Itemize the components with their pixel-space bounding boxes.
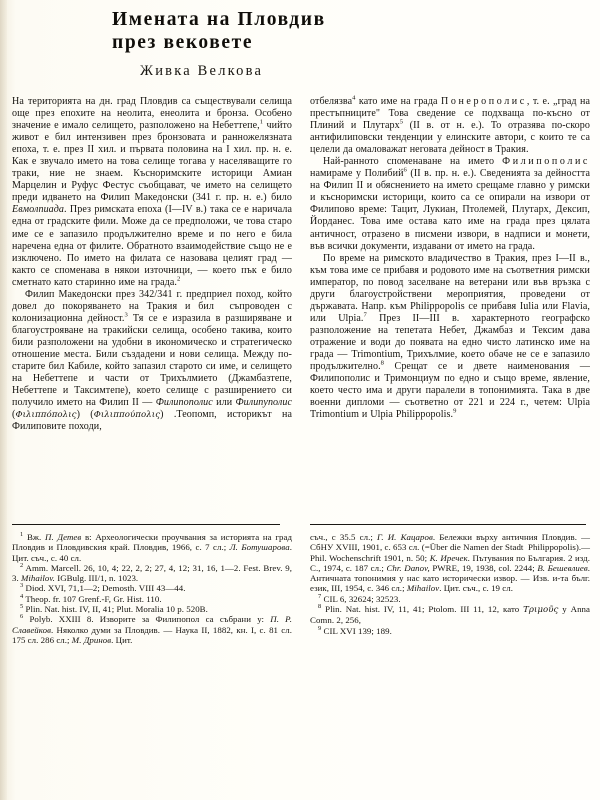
footnote-number: 1 (20, 531, 24, 539)
article-header (112, 8, 512, 80)
paragraph: Най-ранното споменаване на името Филипополис намираме у Полибий$^6$ (II в. пр. н. е.). Сведенията за дейността на Филип II и обяснението на името срещаме главно у римски и късноримски историци, които са се опирали на извори от Филипово време: Тацит, Лукиан, Птолемей, Плутарх, Дексип, Йорданес. Това име остава като име на града през цялата античност, отразено в писмени извори, в надписи и монети, във всички документи, издавани от името на града. (310, 156, 590, 252)
paragraph: На територията на дн. град Пловдив са съществували селища още през епохите на неолита, енеолита и бронза. Особено значение е имало селището, разположено на Небеттепе,$^1$ чийто живот е бил интензивен през бронзовата и ранножелязната епоха, т. е. през II хил. и първата половина на I хил. пр. н. е. Как е звучало името на това селище тогава у населяващите го траки, ние не знаем. Късноримските историци Амиан Марцелин и Руфус Фестус съобщават, че името на селището преди идването на Филип Македонски (341 г. пр. н. е.) било Евмолпиада. През римската епоха (I—IV в.) така се е наричала една от градските фили. Може да се предположи, че това старо име се е запазило продължително време и по него е била наречена една от филите. Обратното взаимодействие също не е изключено. По името на филата се назовава целият град — както се споменава в някои източници, — което пък е било сметнато като старинно име на града.$^2$ (12, 96, 292, 288)
footnote-number: 8 (318, 603, 322, 611)
page-title-line1: Имената на Пловдив (112, 9, 326, 30)
footnote-ref[interactable]: 6 (403, 166, 407, 174)
footnotes-section (12, 524, 590, 645)
paper-edge (0, 0, 7, 800)
footnote-ref[interactable]: 2 (177, 275, 181, 283)
right-column (310, 96, 590, 433)
footnote-number: 5 (20, 603, 24, 611)
footnote-ref[interactable]: 7 (363, 311, 367, 319)
footnote-ref[interactable]: 8 (380, 359, 385, 367)
footnote-number: 4 (20, 592, 24, 600)
footnote-item: $^6$ Polyb. XXIII 8. Изворите за Филипопол са събрани у: П. Р. Славейков. Няколко думи за Пловдив. — Наука II, 1882, кн. I, с. 81 сл. 175 сл. 286 сл.; М. Дринов. Цит. (12, 613, 292, 645)
footnote-item: $^3$ Diod. XVI, 71,1—2; Demosth. VIII 43—44. (20, 582, 186, 594)
footnotes-left-column (12, 524, 292, 645)
footnote-divider (12, 524, 280, 525)
footnote-item: $^7$ CIL 6, 32624; 32523. (318, 592, 401, 604)
footnotes-right-column (310, 524, 590, 645)
page-title (112, 8, 512, 54)
body-columns (12, 96, 590, 433)
footnote-item: $^1$ Вж. П. Детев в: Археологически проучвания за историята на град Пловдив и Пловдивския край. Пловдив, 1966, с. 7 сл.; Л. Ботушарова. Цит. съч., с. 40 сл. (12, 531, 292, 563)
paragraph: По време на римското владичество в Тракия, през I—II в., към това име се прибавя и родовото име на съответния римски император, по повод заселване на ветерани или във връзка с други благоустройствени мероприятия, проведени от държавата. Напр. към Philippopolis се прибавя Iulia или Flavia, или Ulpia.$^7$ През II—III в. характерното географско разположение на тепетата Небет, Джамбаз и Тексим дава отражение и води до появата на едно чисто латинско име на града — Trimontium, Трихълмие, което обаче не се е запазило продължително.$^8$ Срещат се и двете наименования — Филипополис и Тримонциум по едно и също време, явление, което често има и други паралели в топонимията. Така в две военни дипломи — съответно от 221 и 224 г., четем: Ulpia Trimontium и Ulpia Philippopolis.$^9$ (310, 252, 590, 421)
article-author: Живка Велкова (140, 63, 264, 79)
footnote-divider (310, 524, 586, 525)
footnote-ref[interactable]: 4 (352, 94, 356, 102)
footnote-item-continued: съч., с 35.5 сл.; Г. И. Кацаров. Бележки върху античния Пловдив. — СбНУ XVIII, 1901, с. 653 сл. (=Über die Namen der Stadt Philippopolis).—Phil. Wochenschrift 1901, n. 50; К. Иречек. Пътувания по България. 2 изд. С., 1974, с. 187 сл.; Chr. Danov, PWRE, 19, 1938, col. 2244; В. Бешевлиев. Античната топонимия у нас като исторически извор. — Изв. и-та бълг. език, III, 1954, с. 346 сл.; Mihailov. Цит. съч., с. 19 сл. (310, 532, 590, 594)
left-column (12, 96, 292, 433)
footnote-item: $^5$ Plin. Nat. hist. IV, II, 41; Plut. Moralia 10 p. 520B. (20, 603, 208, 615)
footnote-number: 2 (20, 561, 24, 569)
footnotes-left-list (12, 532, 292, 645)
footnote-item: $^9$ CIL XVI 139; 189. (318, 624, 392, 636)
footnote-number: 3 (20, 582, 24, 590)
footnote-ref[interactable]: 3 (124, 311, 128, 319)
footnote-item: $^2$ Amm. Marcell. 26, 10, 4; 22, 2, 2; 27, 4, 12; 31, 16, 1—2. Fest. Brev. 9, 3. Mihailov. IGBulg. III/1, n. 1023. (12, 561, 292, 584)
footnote-ref[interactable]: 5 (399, 118, 404, 126)
page-title-line2: през вековете (112, 32, 254, 53)
left-column-text (12, 96, 292, 433)
footnote-ref[interactable]: 9 (453, 407, 457, 415)
footnote-item: $^8$ Plin. Nat. hist. IV, 11, 41; Ptolom. III 11, 12, като Τριμοῦς у Anna Comn. 2, 256, (310, 603, 590, 626)
paragraph: Филип Македонски през 342/341 г. предприел поход, който довел до покоряването на Тракия и бил съпроводен с колонизационна дейност.$^3$ Тя се е изразила в разширяване и благоустрояване на тракийски селища, особено такива, които били разположени на удобни в икономическо и стратегическо отношение места. Били създадени и нови селища. Между по-старите бил Кабиле, който запазил старото си име, и селището на Небеттепе и части от Трихълмието (Джамбазтепе, Небеттепе и Таксимтепе), което селище с разширението си получило името на Филип II — Филипополис или Филипуполис (Φιλιππόπολις) (Φιλιππούπολις) .Теопомп, историкът на Филиповите походи, (12, 288, 293, 433)
footnotes-right-list (310, 532, 590, 636)
footnote-number: 7 (318, 592, 322, 600)
right-column-text (310, 96, 590, 421)
footnote-ref[interactable]: 1 (259, 118, 264, 126)
footnote-number: 6 (20, 613, 24, 621)
paragraph: отбелязва$^4$ като име на града Понерополис, т. е. „град на престъпниците" Това сведение се подхваща по-късно от Плиний и Плутарх$^5$ (II в. от н. е.). То отразява по-скоро антифилиповски тенденции у елинските автори, с които те са целели да омаловажат неговата дейност в Тракия. (310, 94, 590, 156)
footnote-number: 9 (318, 624, 322, 632)
footnote-item: $^4$ Theop. fr. 107 Grenf.-F, Gr. Hist. 110. (20, 592, 162, 604)
